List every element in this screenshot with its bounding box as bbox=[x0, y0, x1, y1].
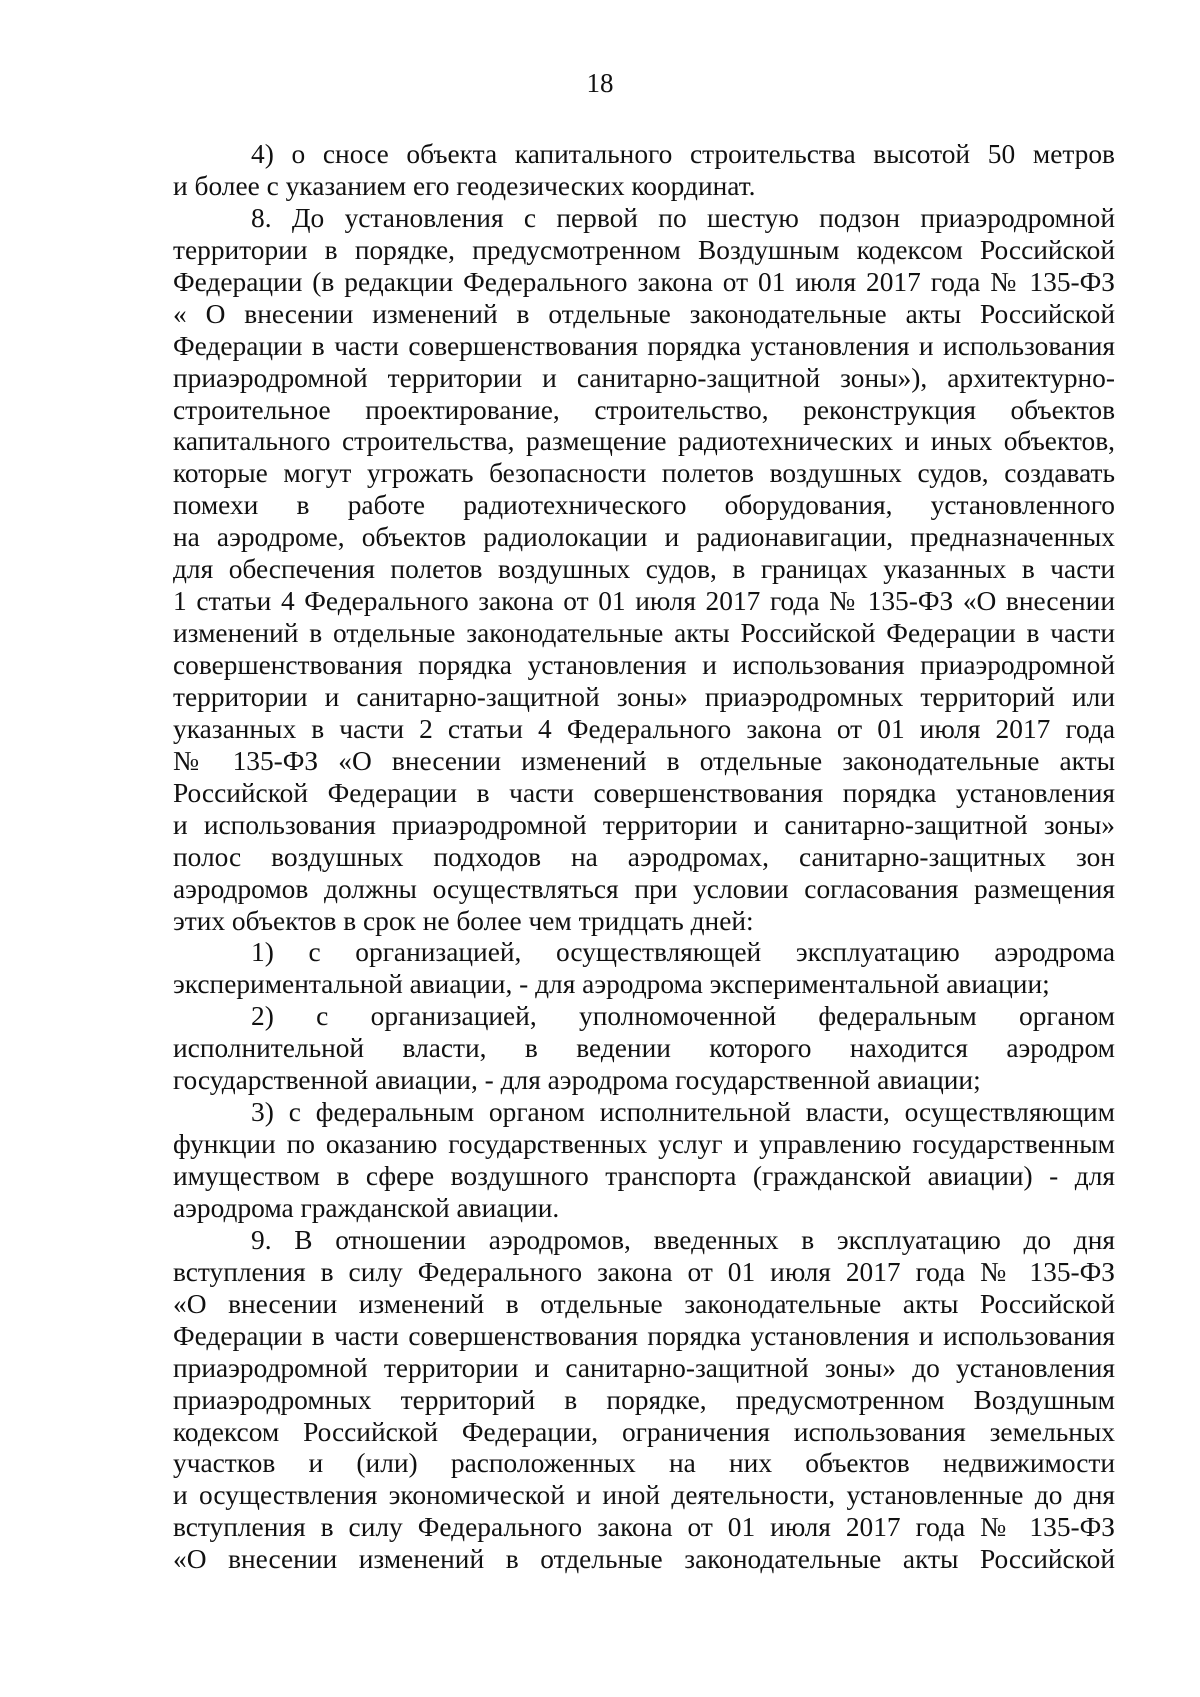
text-line: Федерации в части совершенствования порядка установления и использования bbox=[173, 330, 1115, 361]
text-line: № 135-ФЗ «О внесении изменений в отдельные законодательные акты bbox=[173, 745, 1115, 776]
text-line: «О внесении изменений в отдельные законодательные акты Российской bbox=[173, 1288, 1115, 1319]
text-line: вступления в силу Федерального закона от 01 июля 2017 года № 135-ФЗ bbox=[173, 1512, 1115, 1543]
text-line: исполнительной власти, в ведении которого находится аэродром bbox=[173, 1033, 1115, 1064]
text-line: «О внесении изменений в отдельные законодательные акты Российской bbox=[173, 1544, 1115, 1575]
text-line: 1) с организацией, осуществляющей эксплуатацию аэродрома bbox=[251, 937, 1115, 968]
text-line: и более с указанием его геодезических координат. bbox=[173, 170, 756, 201]
text-line: и осуществления экономической и иной деятельности, установленные до дня bbox=[173, 1480, 1115, 1511]
text-line: изменений в отдельные законодательные акты Российской Федерации в части bbox=[173, 618, 1115, 649]
text-line: совершенствования порядка установления и использования приаэродромной bbox=[173, 650, 1115, 680]
text-line: территории в порядке, предусмотренном Воздушным кодексом Российской bbox=[173, 234, 1115, 265]
text-line: « О внесении изменений в отдельные законодательные акты Российской bbox=[173, 298, 1115, 329]
text-line: строительное проектирование, строительство, реконструкция объектов bbox=[173, 394, 1115, 425]
text-line: государственной авиации, - для аэродрома государственной авиации; bbox=[173, 1065, 981, 1096]
text-line: которые могут угрожать безопасности полетов воздушных судов, создавать bbox=[173, 458, 1115, 489]
text-line: экспериментальной авиации, - для аэродрома экспериментальной авиации; bbox=[173, 969, 1050, 1000]
text-line: 9. В отношении аэродромов, введенных в эксплуатацию до дня bbox=[251, 1224, 1115, 1255]
text-line: полос воздушных подходов на аэродромах, санитарно-защитных зон bbox=[173, 841, 1115, 872]
text-line: указанных в части 2 статьи 4 Федерального закона от 01 июля 2017 года bbox=[173, 713, 1115, 744]
text-line: участков и (или) расположенных на них объектов недвижимости bbox=[173, 1448, 1115, 1479]
text-line: приаэродромной территории и санитарно-защитной зоны»), архитектурно- bbox=[173, 362, 1115, 393]
text-line: этих объектов в срок не более чем тридцать дней: bbox=[173, 905, 754, 936]
text-line: 4) о сносе объекта капитального строительства высотой 50 метров bbox=[251, 139, 1115, 169]
text-line: и использования приаэродромной территории и санитарно-защитной зоны» bbox=[173, 809, 1115, 840]
document-body bbox=[173, 139, 1115, 1576]
text-line: Российской Федерации в части совершенствования порядка установления bbox=[173, 777, 1115, 808]
text-line: приаэродромных территорий в порядке, предусмотренном Воздушным bbox=[173, 1384, 1115, 1415]
text-line: 1 статьи 4 Федерального закона от 01 июля 2017 года № 135-ФЗ «О внесении bbox=[173, 586, 1115, 617]
text-line: кодексом Российской Федерации, ограничения использования земельных bbox=[173, 1416, 1115, 1447]
text-line: имуществом в сфере воздушного транспорта (гражданской авиации) - для bbox=[173, 1161, 1115, 1191]
text-line: приаэродромной территории и санитарно-защитной зоны» до установления bbox=[173, 1352, 1115, 1383]
text-line: 3) с федеральным органом исполнительной власти, осуществляющим bbox=[251, 1097, 1115, 1128]
text-line: 2) с организацией, уполномоченной федеральным органом bbox=[251, 1001, 1115, 1032]
text-line: территории и санитарно-защитной зоны» приаэродромных территорий или bbox=[173, 681, 1115, 712]
page-number: 18 bbox=[586, 68, 614, 98]
text-line: функции по оказанию государственных услуг и управлению государственным bbox=[173, 1129, 1115, 1160]
text-line: на аэродроме, объектов радиолокации и радионавигации, предназначенных bbox=[173, 522, 1115, 553]
text-line: помехи в работе радиотехнического оборудования, установленного bbox=[173, 490, 1115, 521]
text-line: 8. До установления с первой по шестую подзон приаэродромной bbox=[251, 202, 1115, 233]
text-line: аэродрома гражданской авиации. bbox=[173, 1192, 560, 1223]
text-line: капитального строительства, размещение радиотехнических и иных объектов, bbox=[173, 426, 1115, 457]
text-line: вступления в силу Федерального закона от 01 июля 2017 года № 135-ФЗ bbox=[173, 1256, 1115, 1287]
text-line: аэродромов должны осуществляться при условии согласования размещения bbox=[173, 873, 1115, 904]
text-line: для обеспечения полетов воздушных судов, в границах указанных в части bbox=[173, 554, 1115, 585]
text-line: Федерации в части совершенствования порядка установления и использования bbox=[173, 1320, 1115, 1351]
text-line: Федерации (в редакции Федерального закона от 01 июля 2017 года № 135-ФЗ bbox=[173, 266, 1115, 297]
